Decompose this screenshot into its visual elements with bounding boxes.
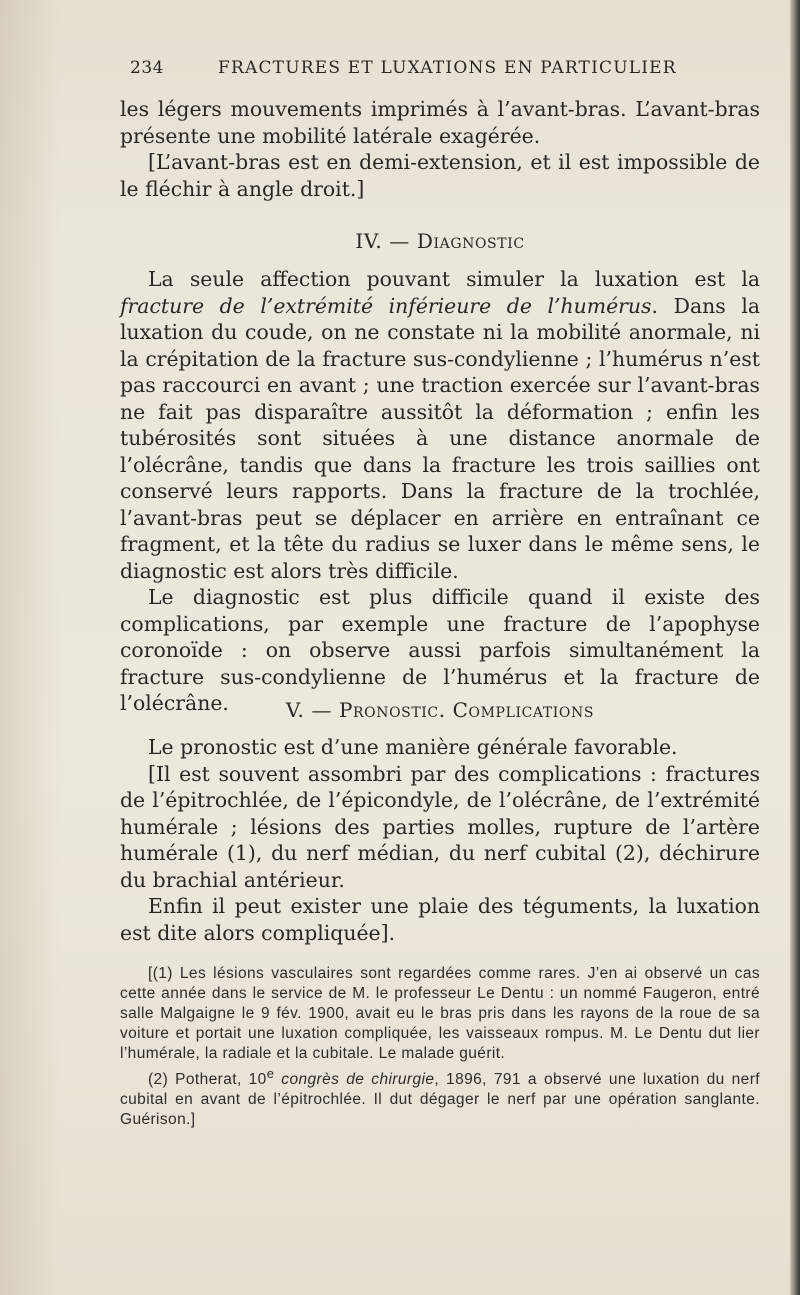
running-title: FRACTURES ET LUXATIONS EN PARTICULIER xyxy=(218,58,677,78)
heading-title: Pronostic. Complications xyxy=(338,698,595,722)
footnote-1: [(1) Les lésions vasculaires sont regardées comme rares. J’en ai observé un cas cette année dans le service de M. le professeur Le Dentu : un nommé Faugeron, entré salle Malgaigne le 9 fév. 1900, avait eu le bras pris dans les rayons de la roue de sa voiture et portait une luxation compliquée, les vaisseaux rompus. M. Le Dentu dut lier l’humérale, la radiale et la cubitale. Le malade guérit. xyxy=(120,965,760,1062)
diagnostic-text xyxy=(120,266,760,717)
footnote-2: (2) Potherat, 10e congrès de chirurgie, 1896, 791 a observé une luxation du nerf cubital en avant de l’épitrochlée. Il dut dégager le nerf par une opération sanglante. Guérison.] xyxy=(120,1066,760,1129)
heading-title: Diagnostic xyxy=(416,229,525,253)
emphasis: fracture de l’extrémité inférieure de l’humérus xyxy=(120,293,652,318)
footnotes xyxy=(120,964,760,1130)
paragraph: La seule affection pouvant simuler la luxation est la fracture de l’extrémité inférieure de l’humérus. Dans la luxation du coude, on ne constate ni la mobilité anormale, ni la crépitation de la fracture sus-condylienne ; l’humérus n’est pas raccourci en avant ; une traction exercée sur l’avant-bras ne fait pas disparaître aussitôt la déformation ; enfin les tubérosités sont situées à une distance anormale de l’olécrâne, tandis que dans la fracture les trois saillies ont conservé leurs rapports. Dans la fracture de la trochlée, l’avant-bras peut se déplacer en arrière en entraînant ce fragment, et la tête du radius se luxer dans le même sens, le diagnostic est alors très difficile. xyxy=(120,267,760,583)
paragraph: Le diagnostic est plus difficile quand il existe des complications, par exemple une fracture de l’apophyse coronoïde : on observe aussi parfois simultanément la fracture sus-condylienne de l’humérus et la fracture de l’olécrâne. xyxy=(120,585,760,715)
emphasis: congrès de chirurgie xyxy=(281,1071,435,1089)
paragraph: [L’avant-bras est en demi-extension, et il est impossible de le fléchir à angle droit.] xyxy=(120,150,760,201)
pronostic-text xyxy=(120,734,760,946)
page-header xyxy=(130,58,762,84)
heading-number: V. — xyxy=(285,698,339,722)
top-paragraphs xyxy=(120,96,760,202)
paragraph: [Il est souvent assombri par des complications : fractures de l’épitrochlée, de l’épicondyle, de l’olécrâne, de l’extrémité humérale ; lésions des parties molles, rupture de l’artère humérale (1), du nerf médian, du nerf cubital (2), déchirure du brachial antérieur. xyxy=(120,761,760,892)
page-edge xyxy=(790,0,800,1295)
paragraph: Le pronostic est d’une manière générale favorable. xyxy=(148,735,678,759)
section-heading-diagnostic xyxy=(120,229,760,253)
page-number: 234 xyxy=(130,58,164,78)
paragraph: Enfin il peut exister une plaie des téguments, la luxation est dite alors compliquée]. xyxy=(120,894,760,945)
section-heading-pronostic xyxy=(120,698,760,722)
heading-number: IV. — xyxy=(355,229,417,253)
paragraph: les légers mouvements imprimés à l’avant-bras. L’avant-bras présente une mobilité latérale exagérée. xyxy=(120,97,760,148)
